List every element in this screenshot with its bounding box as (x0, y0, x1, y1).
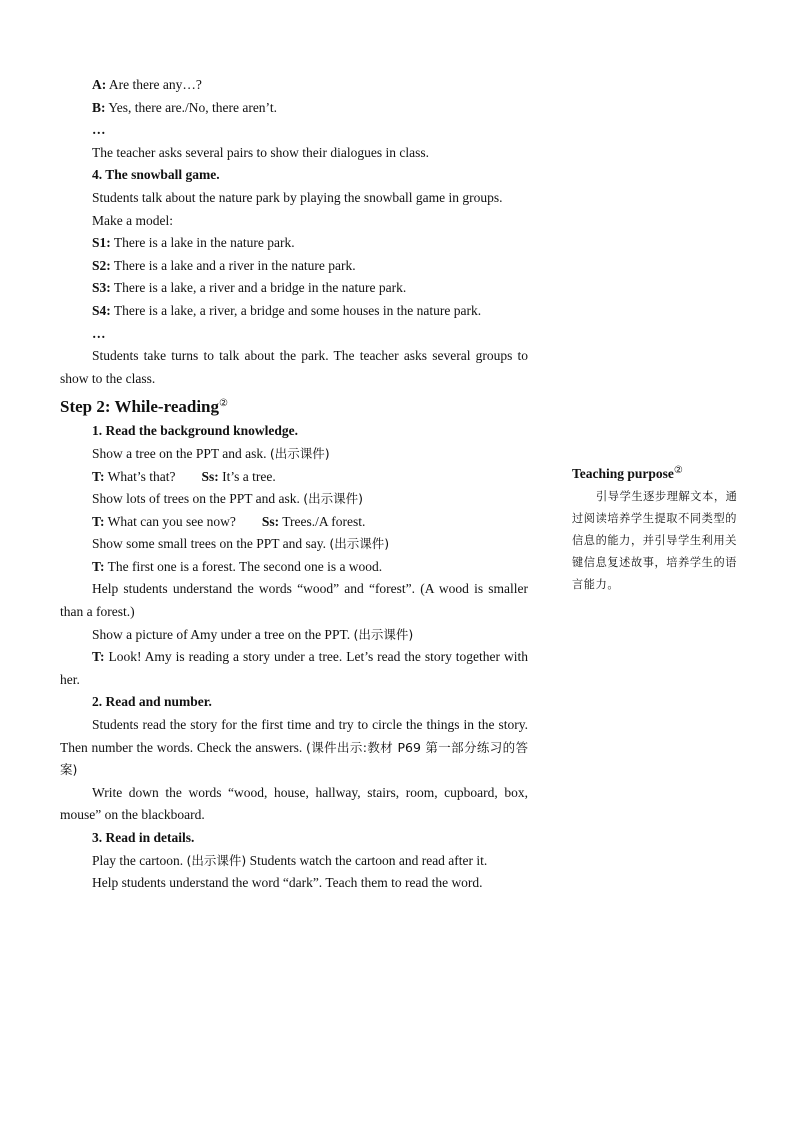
paragraph: The teacher asks several pairs to show their dialogues in class. (92, 144, 430, 160)
footnote-marker: ② (673, 465, 683, 476)
model-line-s3: S3: There is a lake, a river and a bridge in the nature park. (92, 280, 407, 296)
note-title: Teaching purpose② (572, 465, 683, 481)
speaker-label: A: (92, 77, 107, 92)
paragraph: Write down the words “wood, house, hallway, stairs, room, cupboard, box, mouse” on the blackboard. (60, 784, 528, 823)
paragraph: Help students understand the words “wood” and “forest”. (A wood is smaller than a forest.) (60, 581, 528, 620)
ellipsis: … (92, 325, 106, 341)
paragraph: Students talk about the nature park by playing the snowball game in groups. (92, 189, 503, 205)
speaker-label: B: (92, 99, 106, 115)
exchange-line: T: Look! Amy is reading a story under a tree. Let’s read the story together with her. (60, 649, 528, 687)
dialogue-text: Are there any…? (106, 77, 202, 92)
paragraph: Students read the story for the first time and try to circle the things in the story. Then number the words. Check the answers. (课件出示:教材 P69 第一部分练习的答案) (60, 717, 528, 778)
section-heading-read-number: 2. Read and number. (92, 694, 212, 710)
paragraph: Students take turns to talk about the park. The teacher asks several groups to show to the class. (60, 348, 528, 386)
exchange-line: T: The first one is a forest. The second one is a wood. (92, 558, 383, 574)
step2-heading: Step 2: While-reading② (60, 397, 228, 417)
dialogue-text: Yes, there are./No, there aren’t. (105, 99, 277, 115)
dialogue-line-b (60, 97, 528, 120)
instruction: Show a picture of Amy under a tree on the PPT. (出示课件) (92, 626, 414, 642)
footnote-marker: ② (219, 398, 228, 410)
paragraph: Play the cartoon. (出示课件) Students watch the cartoon and read after it. (92, 852, 488, 868)
instruction: Show a tree on the PPT and ask. (出示课件) (92, 445, 330, 461)
exchange-line: T: What’s that? Ss: It’s a tree. (92, 468, 276, 484)
section-heading-background: 1. Read the background knowledge. (92, 423, 299, 439)
exchange-line: T: What can you see now? Ss: Trees./A forest. (92, 513, 366, 529)
lesson-plan-main (60, 74, 528, 895)
section-heading-details: 3. Read in details. (92, 830, 195, 845)
model-line-s1: S1: There is a lake in the nature park. (92, 235, 295, 251)
ellipsis: … (92, 122, 106, 138)
model-line-s4: S4: There is a lake, a river, a bridge and some houses in the nature park. (92, 302, 482, 318)
model-label: Make a model: (92, 212, 173, 228)
paragraph: Help students understand the word “dark”. Teach them to read the word. (92, 875, 483, 891)
instruction: Show some small trees on the PPT and say. (出示课件) (92, 536, 390, 552)
section-heading-snowball: 4. The snowball game. (92, 167, 220, 183)
note-body: 引导学生逐步理解文本，通过阅读培养学生提取不同类型的信息的能力，并引导学生利用关键信息复述故事，培养学生的语言能力。 (572, 490, 738, 591)
model-line-s2: S2: There is a lake and a river in the nature park. (92, 257, 356, 273)
teaching-purpose-note (572, 461, 748, 596)
dialogue-line-a (60, 74, 528, 97)
instruction: Show lots of trees on the PPT and ask. (出示课件) (92, 491, 364, 507)
